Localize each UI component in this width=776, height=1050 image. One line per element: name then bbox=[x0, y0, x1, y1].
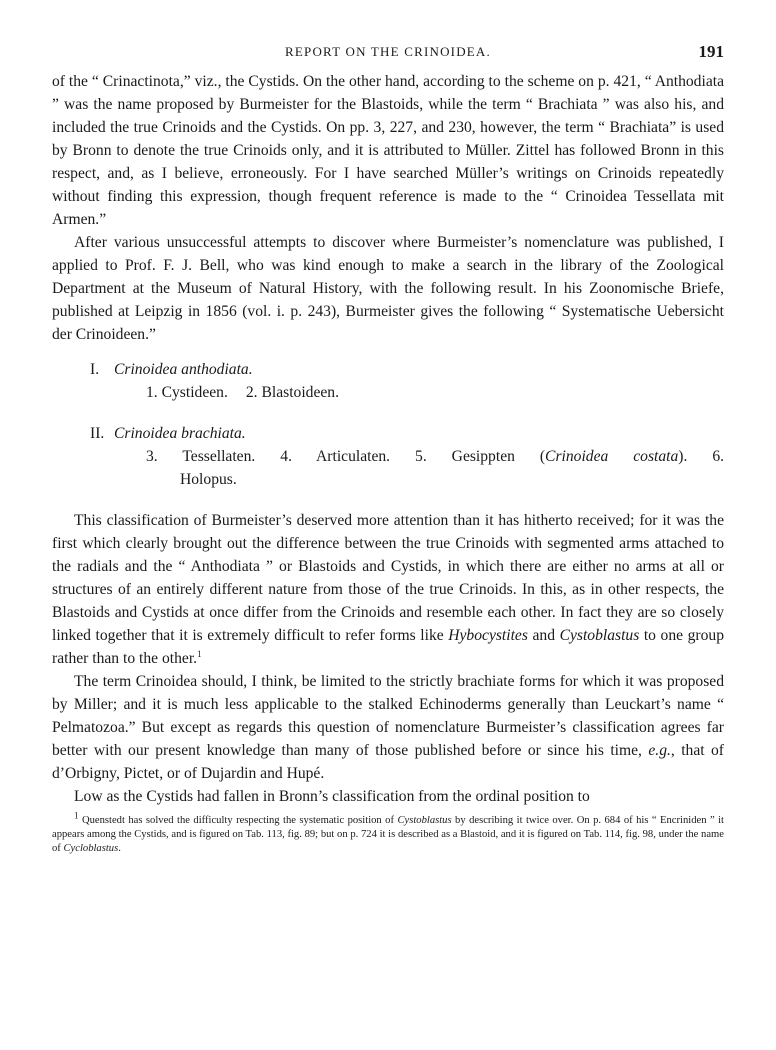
footnote-cystoblastus: Cystoblastus bbox=[397, 815, 452, 826]
item-cystideen: 1. Cystideen. bbox=[146, 384, 228, 401]
paragraph-5 bbox=[52, 785, 724, 808]
footnote-text-a: Quenstedt has solved the difficulty respecting the systematic position of bbox=[78, 815, 398, 826]
classification-list bbox=[52, 358, 724, 491]
footnote-reference: 1 bbox=[197, 648, 202, 659]
footnote-marker: 1 bbox=[74, 810, 79, 821]
item-holopus: Holopus. bbox=[180, 471, 237, 488]
footnote-text-b: by describing it twice over. On p. 684 of his “ Encriniden ” it appears among the Cystids, and is figured on Tab. 113, fig. 89; but on p. 724 it is described as a Blastoid, and it is figured on Tab. 114, fig. 98, under the name of bbox=[52, 815, 724, 854]
item-blastoideen: 2. Blastoideen. bbox=[245, 384, 339, 401]
item-gesippten-pre: 5. Gesippten ( bbox=[415, 448, 546, 465]
footnote-text-c: . bbox=[118, 843, 121, 854]
paragraph-3-text-c: to one group rather than to the other. bbox=[52, 627, 724, 667]
item-articulaten: 4. Articulaten. bbox=[280, 448, 391, 465]
group-1-name: Crinoidea anthodiata. bbox=[114, 361, 253, 378]
running-title: REPORT ON THE CRINOIDEA. bbox=[285, 44, 491, 59]
group-1-items bbox=[146, 381, 724, 404]
paragraph-3-text-b: and bbox=[527, 627, 560, 644]
group-2-items bbox=[146, 445, 724, 468]
cystoblastus-term: Cystoblastus bbox=[559, 627, 640, 644]
paragraph-4-text-b: , that of d’Orbigny, Pictet, or of Dujardin and Hupé. bbox=[52, 742, 724, 782]
footnote-1 bbox=[52, 810, 724, 856]
footnote-cycloblastus: Cycloblastus bbox=[63, 843, 119, 854]
group-2-numeral: II. bbox=[90, 425, 105, 442]
classification-group-1 bbox=[52, 358, 724, 404]
item-gesippten-post: ). bbox=[678, 448, 688, 465]
running-head bbox=[52, 44, 724, 70]
group-1-heading bbox=[90, 358, 724, 381]
paragraph-5-text: Low as the Cystids had fallen in Bronn’s classification from the ordinal position to bbox=[74, 788, 590, 805]
page-number: 191 bbox=[698, 42, 724, 61]
eg-abbreviation: e.g. bbox=[648, 742, 671, 759]
group-1-numeral: I. bbox=[90, 361, 100, 378]
item-gesippten-em: Crinoidea costata bbox=[545, 448, 679, 465]
group-2-heading bbox=[90, 422, 724, 445]
paragraph-4-text-a: The term Crinoidea should, I think, be limited to the strictly brachiate forms for which it was proposed by Miller; and it is much less applicable to the stalked Echinoderms generally than Leuckart’s name “ Pelmatozoa.” But except as regards this question of nomenclature Burmeister’s classification agrees far better with our present knowledge than many of those published before or since his time, bbox=[52, 673, 724, 759]
footnotes bbox=[52, 810, 724, 856]
paragraph-3 bbox=[52, 509, 724, 670]
paragraph-3-text-a: This classification of Burmeister’s deserved more attention than it has hitherto received; for it was the first which clearly brought out the difference between the true Crinoids with segmented arms attached to the radials and the “ Anthodiata ” or Blastoids and Cystids, in which there are either no arms at all or structures of an entirely different nature from those of the true Crinoids. In this, as in other respects, the Blastoids and Cystids at once differ from the Crinoids and resemble each other. In fact they are so closely linked together that it is extremely difficult to refer forms like bbox=[52, 512, 724, 644]
paragraph-1 bbox=[52, 70, 724, 231]
group-2-items-continued bbox=[180, 468, 724, 491]
paragraph-4 bbox=[52, 670, 724, 785]
group-2-name: Crinoidea brachiata. bbox=[114, 425, 246, 442]
paragraph-1-text: of the “ Crinactinota,” viz., the Cystids. On the other hand, according to the scheme on p. 421, “ Anthodiata ” was the name proposed by Burmeister for the Blastoids, while the term “ Brachiata ” was also his, and included the true Crinoids and the Cystids. On pp. 3, 227, and 230, however, the term “ Brachiata” is used by Bronn to denote the true Crinoids only, and it is attributed to Müller. Zittel has followed Bronn in this respect, and, as I believe, erroneously. For I have searched Müller’s writings on Crinoids repeatedly without finding this expression, though frequent reference is made to the “ Crinoidea Tessellata mit Armen.” bbox=[52, 73, 724, 228]
item-gesippten bbox=[415, 448, 687, 465]
item-tessellaten: 3. Tessellaten. bbox=[146, 448, 256, 465]
paragraph-2-text: After various unsuccessful attempts to discover where Burmeister’s nomenclature was published, I applied to Prof. F. J. Bell, who was kind enough to make a search in the library of the Zoological Department at the Museum of Natural History, with the following result. In his Zoonomische Briefe, published at Leipzig in 1856 (vol. i. p. 243), Burmeister gives the following “ Systematische Uebersicht der Crinoideen.” bbox=[52, 234, 724, 343]
paragraph-2 bbox=[52, 231, 724, 346]
hybocystites-term: Hybocystites bbox=[448, 627, 528, 644]
item-6-number: 6. bbox=[712, 448, 725, 465]
page bbox=[52, 44, 724, 856]
classification-group-2 bbox=[52, 422, 724, 491]
